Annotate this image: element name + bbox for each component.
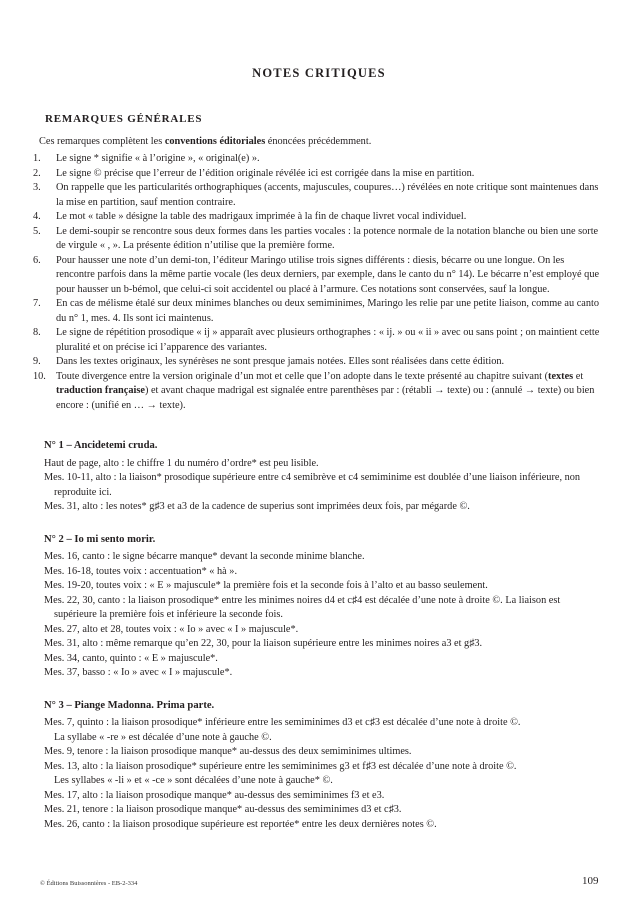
remark-item [33, 355, 602, 370]
note-line: Mes. 37, basso : « Io » avec « I » majuscule*. [44, 667, 233, 678]
remark-text: Pour hausser une note d’un demi-ton, l’éditeur Maringo utilise trois signes différents : diesis, bécarre ou une longue. On les rencontre parfois dans la même partie vocale (les deux derniers, par exemple, dans le canto du n° 14). Le bécarre n’est employé que pour hausser un b-bémol, que celui-ci soit accidentel ou placé à l’armure. Ces notations sont conservées, sauf la longue. [56, 254, 600, 295]
note-line: Mes. 13, alto : la liaison prosodique* supérieure entre les semiminimes g3 et f♯3 est décalée d’une note à droite ©. [44, 760, 517, 772]
note-lines [44, 457, 602, 515]
remark-number: 9. [33, 356, 41, 367]
note-block-no2 [44, 533, 602, 681]
note-line: Mes. 31, alto : même remarque qu’en 22, 30, pour la liaison supérieure entre les minimes noires a3 et g♯3. [44, 638, 483, 649]
note-line-continuation: Les syllabes « -li » et « -ce » sont décalées d’une note à gauche* ©. [54, 775, 333, 786]
note-title: N° 1 – Ancidetemi cruda. [44, 440, 158, 451]
remark-item [33, 167, 602, 182]
remark-text-part: ) et avant chaque madrigal est signalée entre parenthèses par : (rétabli → texte) ou : (annulé → texte) ou bien encore : (unifié en … → texte). [56, 385, 595, 411]
remark-text: Le signe © précise que l’erreur de l’édition originale révélée ici est corrigée dans la mise en partition. [56, 167, 475, 179]
remark-item [33, 370, 602, 414]
note-lines [44, 550, 602, 681]
remark-text-part: et [573, 370, 584, 382]
remark-item [33, 152, 602, 167]
note-line: Mes. 22, 30, canto : la liaison prosodique* entre les minimes noires d4 et c♯4 est décalée d’une note à droite ©. La liaison est supérieure la première fois et inférieure la seconde fois. [44, 594, 561, 620]
note-line: Mes. 34, canto, quinto : « E » majuscule*. [44, 652, 218, 664]
remark-item [33, 210, 602, 225]
section-title-general-remarks: REMARQUES GÉNÉRALES [45, 113, 203, 125]
intro-text-before: Ces remarques complètent les [39, 135, 165, 147]
remark-text: On rappelle que les particularités orthographiques (accents, majuscules, coupures…) révélées en note critique sont maintenues dans la mise en partition, sauf mention contraire. [56, 182, 599, 208]
note-block-no3 [44, 699, 602, 833]
footer-copyright: © Éditions Buissonnières - EB-2-334 [40, 880, 138, 887]
intro-paragraph [39, 135, 602, 150]
note-line: Mes. 16-18, toutes voix : accentuation* « hà ». [44, 565, 238, 577]
remark-item [33, 326, 602, 355]
remark-number: 1. [33, 153, 41, 164]
remark-number: 7. [33, 298, 41, 309]
remark-number: 5. [33, 225, 41, 237]
remark-text: Le demi-soupir se rencontre sous deux formes dans les parties vocales : la potence normale de la notation blanche ou bien une sorte de virgule « , ». La présente édition n’utilise que la première forme. [56, 225, 599, 251]
remark-text: Dans les textes originaux, les synérèses ne sont presque jamais notées. Elles sont réalisées dans cette édition. [56, 356, 505, 367]
remark-number: 3. [33, 182, 41, 193]
remark-number: 10. [33, 370, 46, 382]
remark-item [33, 225, 602, 254]
note-line: Mes. 31, alto : les notes* g♯3 et a3 de la cadence de superius sont imprimées deux fois, par mégarde ©. [44, 501, 470, 512]
intro-bold-link-text: conventions éditoriales [164, 135, 266, 147]
note-line: Mes. 10-11, alto : la liaison* prosodique supérieure entre c4 semibrève et c4 semiminime est doublée d’une liaison inférieure, non reproduite ici. [44, 472, 581, 498]
remark-text: Le mot « table » désigne la table des madrigaux imprimée à la fin de chaque livret vocal individuel. [56, 211, 467, 222]
note-lines [44, 716, 602, 832]
general-remarks-list [33, 152, 602, 413]
note-line: Mes. 9, tenore : la liaison prosodique manque* au-dessus des deux semiminimes ultimes. [44, 746, 412, 757]
page-content [33, 112, 602, 832]
remark-item [33, 254, 602, 298]
note-line: Mes. 7, quinto : la liaison prosodique* inférieure entre les semiminimes d3 et c♯3 est décalée d’une note à droite ©. [44, 717, 521, 728]
remark-bold-text: textes [548, 370, 574, 382]
remark-bold-text: traduction française [56, 385, 145, 396]
page-title: NOTES CRITIQUES [252, 66, 386, 80]
page-number: 109 [582, 875, 599, 887]
note-title: N° 3 – Piange Madonna. Prima parte. [44, 699, 215, 711]
remark-text: En cas de mélisme étalé sur deux minimes blanches ou deux semiminimes, Maringo les relie par une petite liaison, comme au canto du n° 1, mes. 4. Ils sont ici maintenus. [56, 298, 600, 324]
note-block-no1 [44, 439, 602, 515]
note-title: N° 2 – Io mi sento morir. [44, 533, 156, 545]
remark-text: Le signe * signifie « à l’origine », « original(e) ». [56, 153, 260, 164]
remark-number: 6. [33, 254, 41, 266]
note-line-continuation: La syllabe « -re » est décalée d’une note à gauche ©. [54, 731, 272, 743]
remark-item [33, 181, 602, 210]
note-line: Mes. 26, canto : la liaison prosodique supérieure est reportée* entre les deux dernières notes ©. [44, 818, 437, 830]
remark-item [33, 297, 602, 326]
note-line: Haut de page, alto : le chiffre 1 du numéro d’ordre* est peu lisible. [44, 457, 319, 469]
note-line: Mes. 17, alto : la liaison prosodique manque* au-dessus des semiminimes f3 et e3. [44, 789, 385, 801]
note-line: Mes. 19-20, toutes voix : « E » majuscule* la première fois et la seconde fois à l’alto et au basso seulement. [44, 580, 488, 591]
remark-text-part: Toute divergence entre la version originale d’un mot et celle que l’on adopte dans le texte présenté au chapitre suivant ( [56, 370, 549, 382]
remark-number: 8. [33, 327, 41, 338]
remark-number: 4. [33, 211, 41, 222]
remark-text: Le signe de répétition prosodique « ij » apparaît avec plusieurs orthographes : « ij. » ou « ii » avec ou sans point ; on maintient cette pluralité et on précise ici l’apparence des variantes. [56, 327, 600, 353]
remark-number: 2. [33, 167, 41, 179]
note-line: Mes. 21, tenore : la liaison prosodique manque* au-dessus des semiminimes d3 et c♯3. [44, 804, 402, 815]
intro-text-after: énoncées précédemment. [265, 135, 372, 147]
note-line: Mes. 16, canto : le signe bécarre manque* devant la seconde minime blanche. [44, 551, 365, 562]
note-line: Mes. 27, alto et 28, toutes voix : « Io » avec « I » majuscule*. [44, 623, 299, 635]
